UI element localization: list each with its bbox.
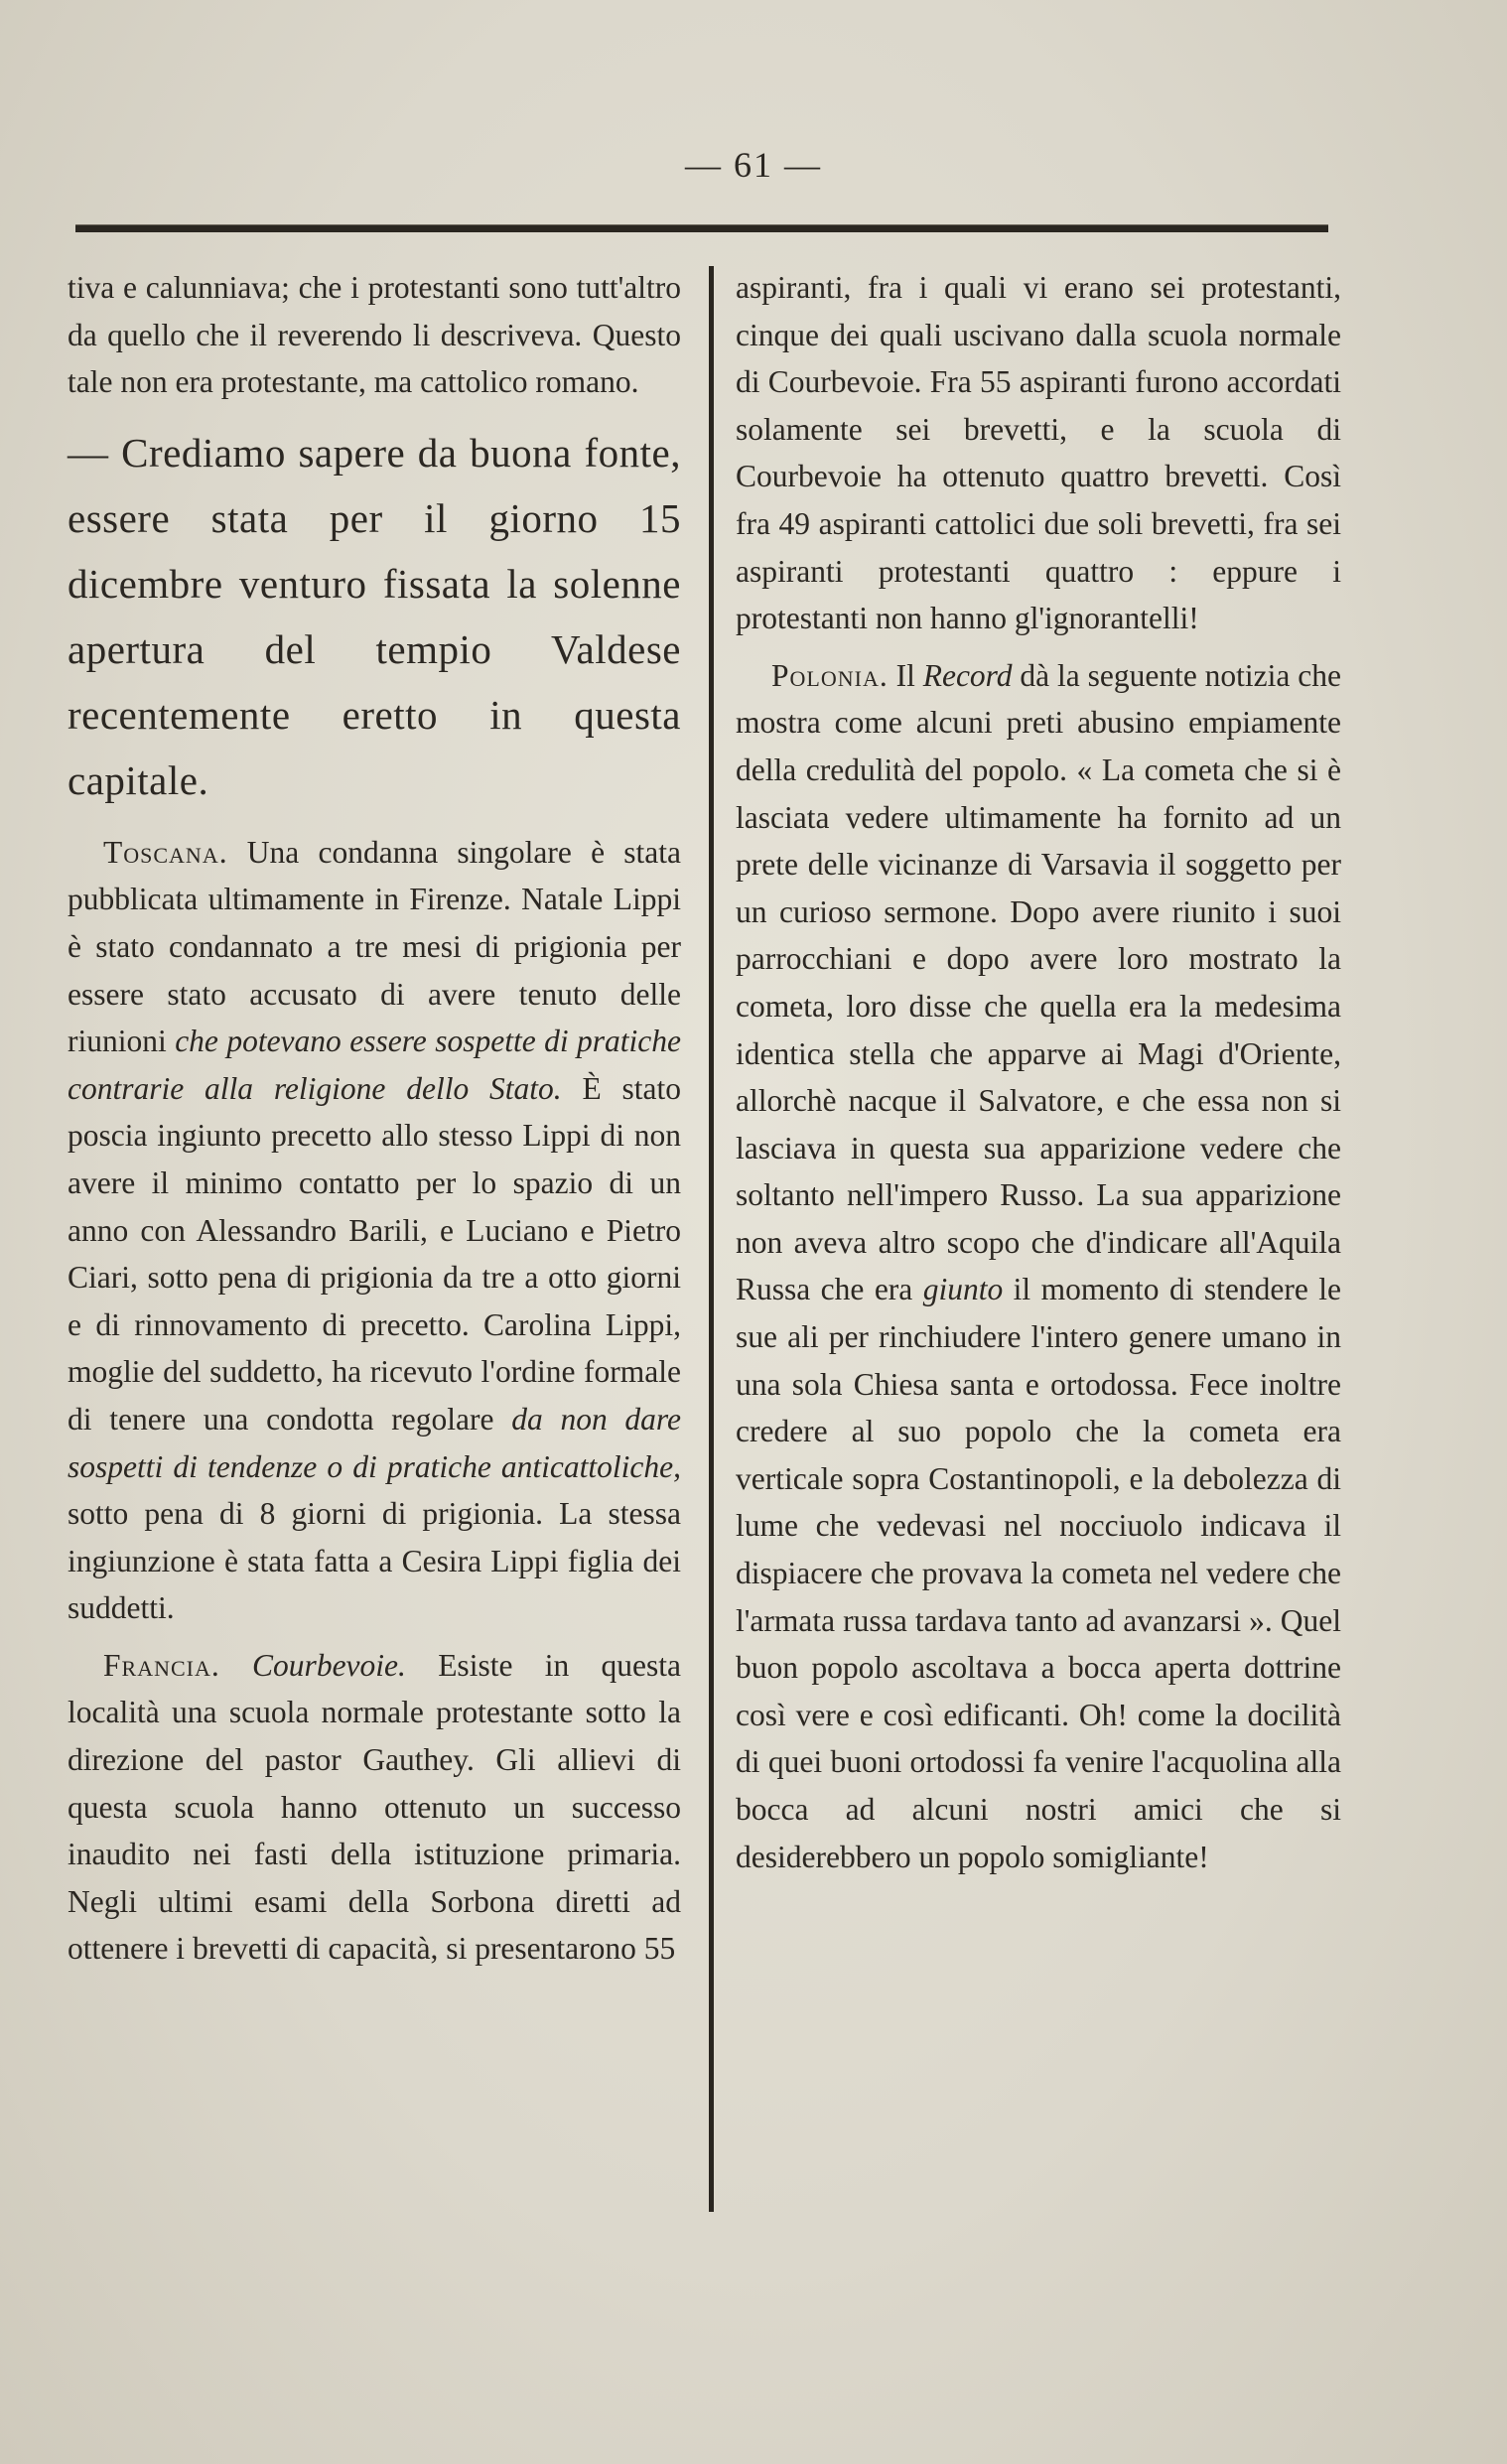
paragraph-francia — [68, 1642, 681, 1973]
toscana-text-c: È stato poscia ingiunto precetto allo stesso Lippi di non avere il minimo contatto per lo spazio di un anno con Alessandro Barili, e Luciano e Pietro Ciari, sotto pena di prigionia da tre a otto giorni e di rinnovamento di precetto. Carolina Lippi, moglie del suddetto, ha ricevuto l'ordine formale di tenere una condotta regolare — [68, 1070, 681, 1437]
toscana-text-e: sotto pena di 8 giorni di prigionia. La stessa ingiunzione è stata fatta a Cesira Lippi figlia dei suddetti. — [68, 1496, 681, 1626]
polonia-text-c: il momento di stendere le sue ali per rinchiudere l'intero genere umano in una sola Chiesa santa e ortodossa. Fece inoltre credere al suo popolo che la cometa era verticale sopra Costantinopoli, e la debolezza di lume che vedevasi nel nocciuolo indicava il dispiacere che provava la cometa nel vedere che l'armata russa tardava tanto ad avanzarsi ». Quel buon popolo ascoltava a bocca aperta dottrine così vere e così edificanti. Oh! come la docilità di quei buoni ortodossi fa venire l'acquolina alla bocca ad alcuni nostri amici che si desiderebbero un popolo somigliante! — [736, 1272, 1341, 1874]
page-number: — 61 — — [685, 145, 822, 185]
polonia-text-a: Il — [888, 657, 923, 693]
section-heading-toscana: Toscana. — [103, 834, 228, 870]
toscana-text-italic-1: che potevano essere sospette di pratiche contrarie alla religione dello Stato. — [68, 1024, 682, 1106]
polonia-giunto: giunto — [922, 1272, 1004, 1307]
column-divider — [709, 266, 714, 2212]
polonia-text-b: dà la seguente notizia che mostra come alcuni preti abusino empiamente della credulità del popolo. « La cometa che si è lasciata vedere ultimamente ha fornito ad un prete delle vicinanze di Varsavia il soggetto per un curioso sermone. Dopo avere riunito i suoi parrocchiani e dopo avere loro mostrato la cometa, loro disse che quella era la medesima identica stella che apparve ai Magi d'Oriente, allorchè nacque il Salvatore, e che essa non si lasciava in questa sua apparizione vedere che soltanto nell'impero Russo. La sua apparizione non aveva altro scopo che d'indicare all'Aquila Russa che era — [736, 657, 1341, 1307]
paragraph-francia-continued: aspiranti, fra i quali vi erano sei protestanti, cinque dei quali uscivano dalla scuola normale di Courbevoie. Fra 55 aspiranti furono accordati solamente sei brevetti, e la scuola di Courbevoie ha ottenuto quattro brevetti. Così fra 49 aspiranti cattolici due soli brevetti, fra sei aspiranti protestanti quattro : eppure i protestanti non hanno gl'ignorantelli! — [736, 270, 1341, 636]
section-heading-francia: Francia. — [103, 1647, 220, 1683]
section-heading-polonia: Polonia. — [771, 657, 889, 693]
francia-text: Esiste in questa località una scuola normale protestante sotto la direzione del pastor Gauthey. Gli allievi di questa scuola hanno ottenuto un successo inaudito nei fasti della istituzione primaria. Negli ultimi esami della Sorbona diretti ad ottenere i brevetti di capacità, si presentarono 55 — [68, 1647, 682, 1967]
header-rule — [75, 224, 1328, 232]
polonia-record: Record — [922, 657, 1013, 693]
paragraph-continuation: tiva e calunniava; che i protestanti sono tutt'altro da quello che il reverendo li descriveva. Questo tale non era protestante, ma cattolico romano. — [68, 270, 681, 400]
paragraph-polonia — [736, 652, 1341, 1880]
paragraph-toscana — [68, 829, 681, 1632]
left-column — [68, 264, 681, 1973]
toscana-text-italic-2: da non dare sospetti di tendenze o di pratiche anticattoliche, — [68, 1401, 681, 1484]
toscana-text-a: Una condanna singolare è stata pubblicata ultimamente in Firenze. Natale Lippi è stato condannato a tre mesi di prigionia per essere stato accusato di avere tenuto delle riunioni — [68, 834, 681, 1059]
paragraph-announcement: — Crediamo sapere da buona fonte, essere stata per il giorno 15 dicembre venturo fissata la solenne apertura del tempio Valdese recentemente eretto in questa capitale. — [68, 429, 681, 803]
francia-place: Courbevoie. — [252, 1647, 406, 1683]
right-column — [736, 264, 1341, 1880]
